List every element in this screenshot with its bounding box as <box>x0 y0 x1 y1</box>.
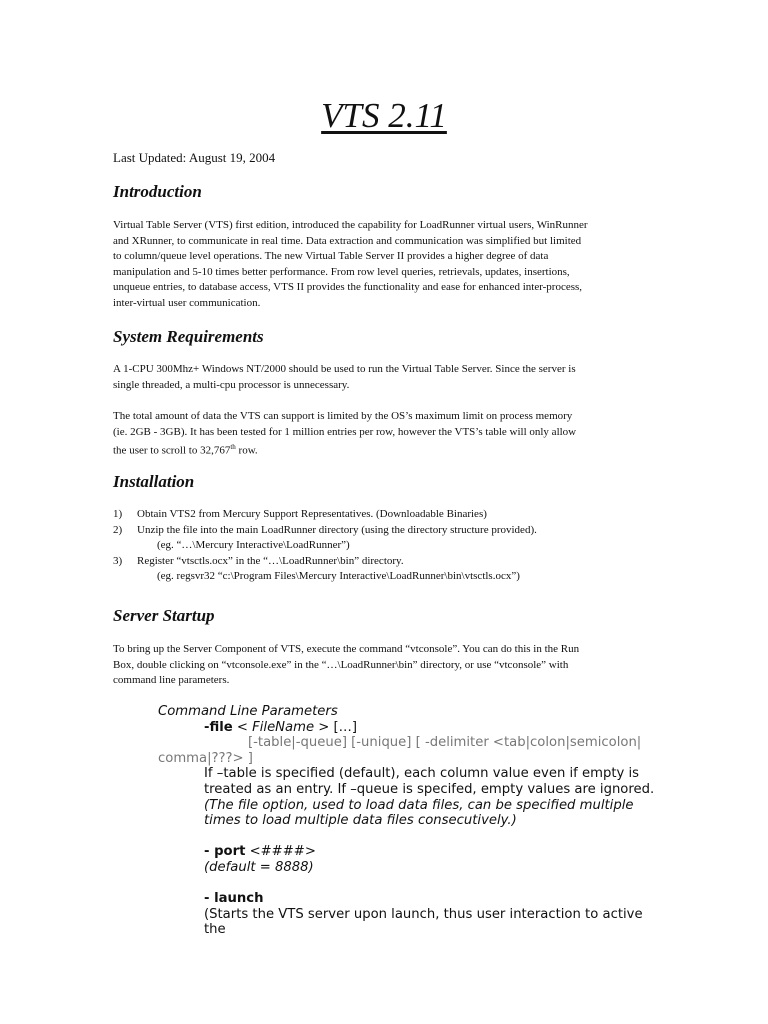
last-updated: Last Updated: August 19, 2004 <box>113 150 276 165</box>
intro-line: manipulation and 5-10 times better performance. From row level queries, retrievals, updates, insertions, <box>113 265 570 278</box>
sysreq-line: A 1-CPU 300Mhz+ Windows NT/2000 should be used to run the Virtual Table Server. Since the server is <box>113 363 576 375</box>
sysreq-line-end: row. <box>235 444 258 457</box>
file-name-arg: FileName <box>252 719 315 735</box>
intro-line: and XRunner, to communicate in real time. Data extraction and communication was simplified but limited <box>113 234 582 247</box>
table-desc-line: If –table is specified (default), each column value even if empty is <box>204 766 640 782</box>
intro-line: to column/queue level operations. The new Virtual Table Server II provides a higher degree of data <box>113 250 549 263</box>
table-description <box>158 766 658 828</box>
port-flag: - port <box>204 844 246 860</box>
file-sub-options: [-table|-queue] [-unique] [ -delimiter <tab|colon|semicolon| <box>248 735 642 751</box>
installation-step <box>113 507 653 523</box>
file-option <box>158 720 658 736</box>
file-bracket: < <box>232 719 253 735</box>
step-number: 2) <box>113 523 123 536</box>
step-example: (eg. “…\Mercury Interactive\LoadRunner”) <box>157 539 350 552</box>
installation-steps <box>113 507 653 585</box>
installation-step <box>113 554 653 585</box>
command-line-parameters <box>158 704 658 938</box>
intro-paragraph <box>113 218 653 312</box>
sysreq-line: the user to scroll to 32,767 <box>113 444 231 457</box>
startup-line: To bring up the Server Component of VTS, execute the command “vtconsole”. You can do this in the Run <box>113 643 580 655</box>
sysreq-paragraph-1 <box>113 362 653 393</box>
table-desc-line: treated as an entry. If –queue is specifed, empty values are ignored. <box>204 781 655 797</box>
file-sub-options-cont: comma|???> ] <box>158 750 253 766</box>
startup-line: command line parameters. <box>113 674 230 687</box>
intro-line: inter-virtual user communication. <box>113 296 261 309</box>
port-option <box>158 844 658 860</box>
cmdline-heading: Command Line Parameters <box>158 704 338 719</box>
ordinal-superscript: th <box>230 443 236 452</box>
sysreq-paragraph-2 <box>113 409 653 459</box>
startup-line: Box, double clicking on “vtconsole.exe” in the “…\LoadRunner\bin” directory, or use “vtconsole” with <box>113 658 569 671</box>
intro-line: Virtual Table Server (VTS) first edition, introduced the capability for LoadRunner virtual users, WinRunner <box>113 219 588 231</box>
sysreq-line: single threaded, a multi-cpu processor is unnecessary. <box>113 378 350 391</box>
file-note-line: times to load multiple data files consecutively.) <box>204 813 517 829</box>
heading-introduction: Introduction <box>113 182 202 201</box>
heading-server-startup: Server Startup <box>113 606 215 625</box>
heading-installation: Installation <box>113 472 195 491</box>
step-text: Register “vtsctls.ocx” in the “…\LoadRunner\bin” directory. <box>137 554 404 567</box>
startup-paragraph <box>113 642 653 689</box>
file-note-line: (The file option, used to load data files, can be specified multiple <box>204 797 634 813</box>
port-arg: <####> <box>245 844 316 860</box>
step-number: 3) <box>113 554 123 567</box>
intro-line: unqueue entries, to database access, VTS II provides the functionality and ease for enhanced inter-process, <box>113 281 583 294</box>
file-flag: -file <box>204 719 233 735</box>
port-default: (default = 8888) <box>204 859 314 875</box>
heading-system-requirements: System Requirements <box>113 327 264 346</box>
step-text: Unzip the file into the main LoadRunner directory (using the directory structure provided). <box>137 523 537 536</box>
step-text: Obtain VTS2 from Mercury Support Representatives. (Downloadable Binaries) <box>137 508 487 520</box>
launch-flag: - launch <box>204 891 264 907</box>
step-example: (eg. regsvr32 “c:\Program Files\Mercury Interactive\LoadRunner\bin\vtsctls.ocx”) <box>157 570 520 583</box>
file-ellipsis: > […] <box>314 719 358 735</box>
sysreq-line: The total amount of data the VTS can support is limited by the OS’s maximum limit on process memory <box>113 410 573 422</box>
sysreq-line: (ie. 2GB - 3GB). It has been tested for 1 million entries per row, however the VTS’s table will only allow <box>113 425 577 438</box>
document-title: VTS 2.11 <box>321 96 447 135</box>
step-number: 1) <box>113 508 123 520</box>
installation-step <box>113 523 653 554</box>
launch-description: (Starts the VTS server upon launch, thus user interaction to active the <box>204 906 643 938</box>
